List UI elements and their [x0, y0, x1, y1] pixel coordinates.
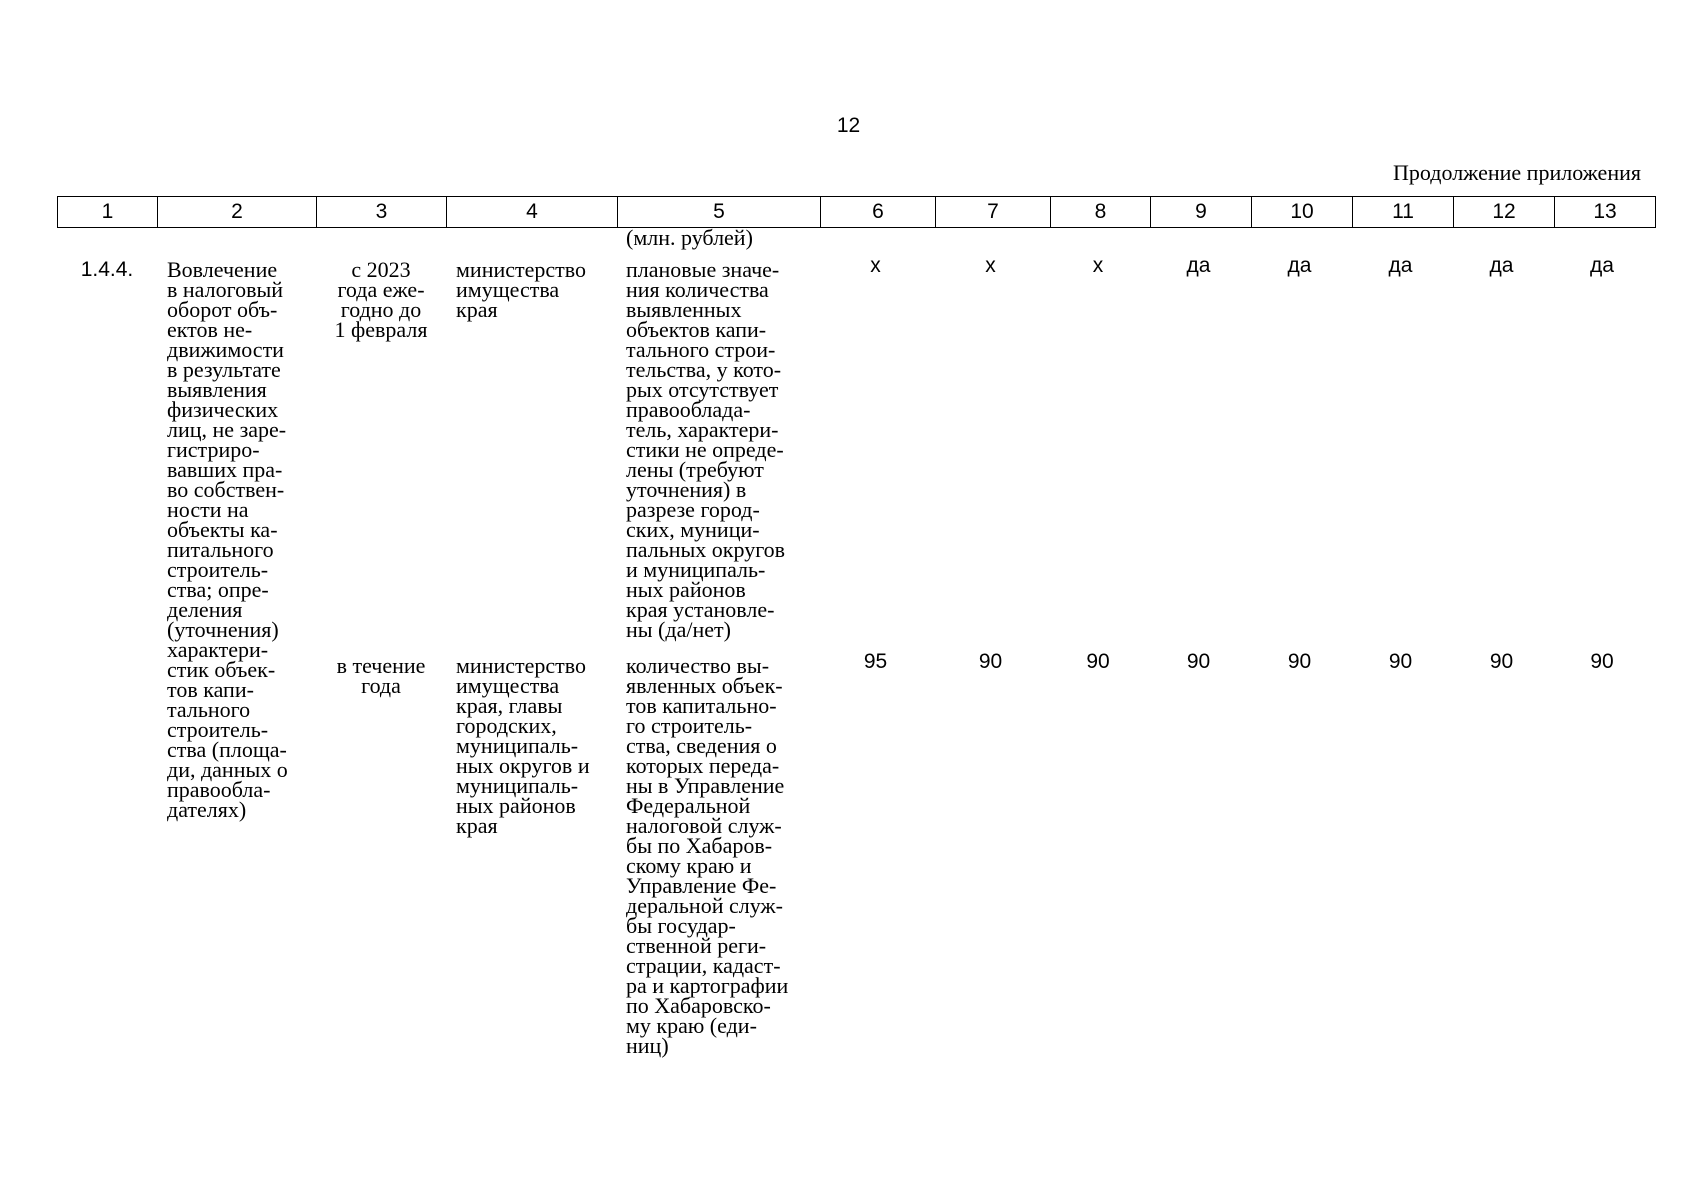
- value-1-col-12: да: [1489, 254, 1514, 277]
- term-2: в течение года: [336, 653, 426, 698]
- row-number: 1.4.4.: [80, 258, 134, 281]
- header-col-6: 6: [821, 197, 936, 227]
- continuation-label: Продолжение приложения: [1393, 160, 1641, 185]
- header-col-8: 8: [1051, 197, 1151, 227]
- carry-over-text: (млн. рублей): [626, 225, 753, 250]
- header-col-7: 7: [936, 197, 1051, 227]
- value-1-col-9: да: [1186, 254, 1211, 277]
- indicator-2: количество вы- явленных объек- тов капитально- го строитель- ства, сведения о которых переда- ны в Управление Федеральной налоговой служ- бы по Хабаров- скому краю и Управление Фе- деральной служ- бы государ- ственной реги- страции, кадаст- ра и картографии по Хабаровско- му краю (еди- ниц): [626, 653, 789, 1058]
- header-col-11: 11: [1353, 197, 1454, 227]
- value-1-col-7: х: [985, 254, 996, 277]
- page-number: 12: [836, 114, 861, 137]
- value-2-col-8: 90: [1086, 650, 1110, 673]
- value-2-col-11: 90: [1388, 650, 1413, 673]
- header-col-2: 2: [158, 197, 317, 227]
- term-1: с 2023 года еже- годно до 1 февраля: [334, 257, 428, 342]
- header-col-4: 4: [447, 197, 618, 227]
- table-header-row: [57, 196, 1656, 228]
- value-1-col-13: да: [1590, 254, 1614, 277]
- header-col-9: 9: [1151, 197, 1252, 227]
- value-1-col-10: да: [1287, 254, 1312, 277]
- executor-2: министерство имущества края, главы городских, муниципаль- ных округов и муниципаль- ных районов края: [456, 653, 590, 838]
- header-col-5: 5: [618, 197, 821, 227]
- value-2-col-9: 90: [1186, 650, 1211, 673]
- header-col-12: 12: [1454, 197, 1555, 227]
- header-col-13: 13: [1593, 200, 1617, 223]
- value-2-col-6: 95: [863, 650, 888, 673]
- executor-1: министерство имущества края: [456, 257, 587, 322]
- value-1-col-6: х: [870, 254, 881, 277]
- header-col-1: 1: [58, 197, 158, 227]
- value-1-col-8: х: [1092, 254, 1104, 277]
- value-1-col-11: да: [1388, 254, 1413, 277]
- value-2-col-7: 90: [978, 650, 1003, 673]
- header-col-10: 10: [1252, 197, 1353, 227]
- value-2-col-13: 90: [1590, 650, 1614, 673]
- value-2-col-10: 90: [1287, 650, 1312, 673]
- value-2-col-12: 90: [1489, 650, 1514, 673]
- header-col-3: 3: [317, 197, 447, 227]
- measure-name: Вовлечение в налоговый оборот объ- ектов не- движимости в результате выявления физических лиц, не заре- гистриро- вавших пра- во собствен- ности на объекты ка- питального строитель- ства; опре- деления (уточнения) характери- стик объек- тов капи- тального строитель- ства (площа- ди, данных о правообла- дателях): [167, 257, 288, 822]
- indicator-1: плановые значе- ния количества выявленных объектов капи- тального строи- тельства, у кото- рых отсутствует правооблада- тель, характери- стики не опреде- лены (требуют уточнения) в разрезе город- ских, муници- пальных округов и муниципаль- ных районов края установле- ны (да/нет): [626, 257, 786, 642]
